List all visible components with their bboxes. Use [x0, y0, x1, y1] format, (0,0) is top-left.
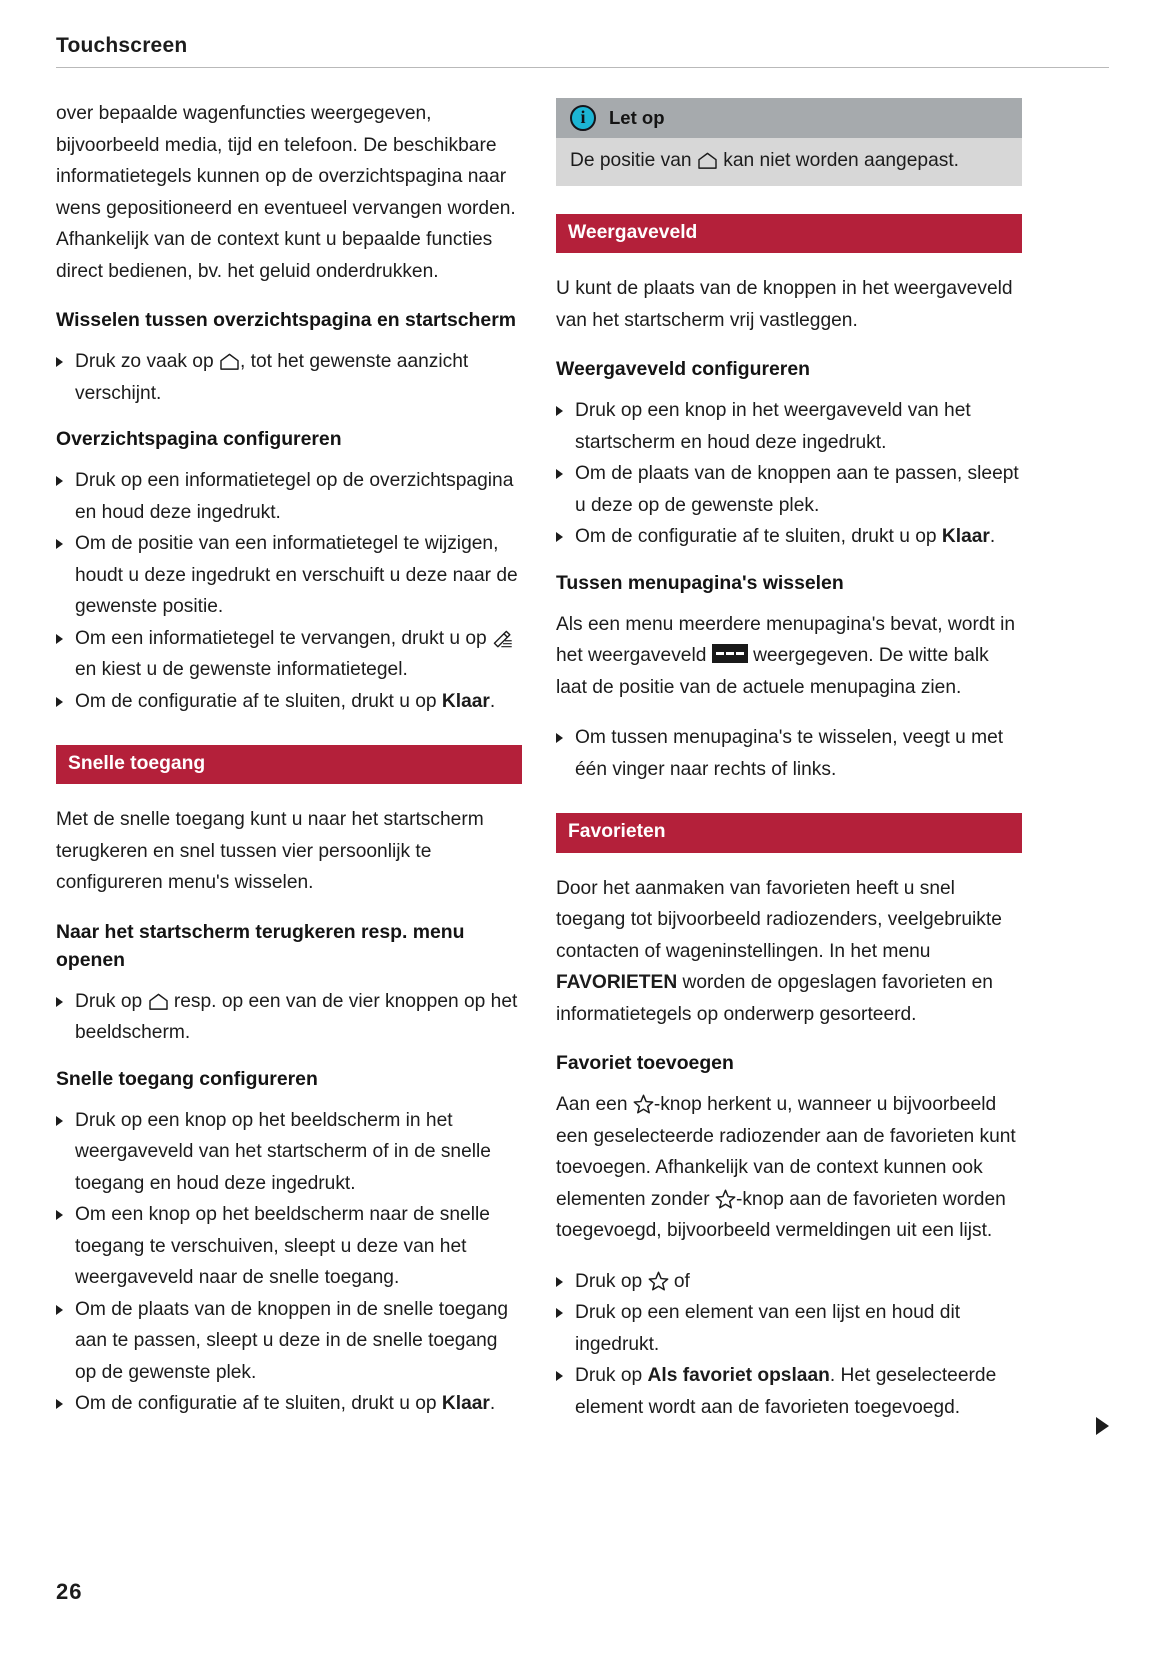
- section-band-display-field: Weergaveveld: [556, 214, 1022, 253]
- favorites-menu-name: FAVORIETEN: [556, 972, 678, 994]
- menu-pages-indicator-icon: [712, 644, 748, 663]
- list-item: [556, 1266, 1022, 1298]
- bullet-text-before: Om de configuratie af te sluiten, drukt u op: [75, 1393, 442, 1415]
- note-body: [556, 138, 1022, 186]
- bullet-text-before: Druk op: [75, 990, 148, 1012]
- triangle-right-bullet-icon: [56, 1399, 63, 1409]
- list-item: [56, 346, 522, 409]
- favorites-paragraph: [556, 873, 1022, 1031]
- switch-bullet-list: [56, 346, 522, 409]
- bullet-text-after: of: [668, 1270, 690, 1292]
- heading-switch-overview-home: Wisselen tussen overzichtspagina en startscherm: [56, 309, 516, 331]
- list-item: [556, 395, 1022, 458]
- list-item: [56, 528, 522, 623]
- triangle-right-bullet-icon: [56, 1210, 63, 1220]
- continuation-arrow-icon: [1096, 1417, 1109, 1435]
- heading-add-favorite: Favoriet toevoegen: [556, 1052, 734, 1075]
- triangle-right-bullet-icon: [56, 1305, 63, 1315]
- bullet-text: Om de plaats van de knoppen in de snelle toegang aan te passen, sleept u deze in de snelle toegang op de gewenste plek.: [75, 1298, 509, 1383]
- bullet-text: Om de plaats van de knoppen aan te passen, sleept u deze op de gewenste plek.: [575, 463, 1019, 516]
- bullet-text: Om tussen menupagina's te wisselen, veegt u met één vinger naar rechts of links.: [575, 727, 1004, 780]
- list-item: [556, 1297, 1022, 1360]
- paragraph-text-3: -knop aan de favorieten worden toegevoegd, bijvoorbeeld vermeldingen uit een lijst.: [556, 1188, 1006, 1242]
- paragraph-text-after: weergegeven. De witte balk laat de positie van de actuele menupagina zien.: [556, 645, 989, 698]
- triangle-right-bullet-icon: [56, 697, 63, 707]
- bullet-text-before: Druk zo vaak op: [75, 351, 219, 372]
- list-item: [56, 986, 522, 1049]
- bullet-text-after: .: [489, 1393, 496, 1415]
- list-item: [556, 1360, 1022, 1423]
- triangle-right-bullet-icon: [56, 476, 63, 486]
- list-item: [56, 1294, 522, 1389]
- bullet-text: Druk op een element van een lijst en houd dit ingedrukt.: [575, 1302, 961, 1355]
- heading-switch-menu-pages: Tussen menupagina's wisselen: [556, 571, 844, 594]
- list-item: [56, 623, 522, 686]
- paragraph-text-after: worden de opgeslagen favorieten en informatietegels op onderwerp gesorteerd.: [556, 972, 993, 1025]
- info-icon: [570, 105, 596, 131]
- intro-paragraph: over bepaalde wagenfuncties weergegeven, bijvoorbeeld media, tijd en telefoon. De beschikbare informatietegels kunnen op de overzichtspagina naar wens gepositioneerd en eventueel vervangen worden. Afhankelijk van de context kunt u bepaalde functies direct bedienen, bv. het geluid onderdrukken.: [56, 103, 516, 282]
- bullet-text-after: .: [989, 526, 996, 548]
- bullet-text-after: . Het geselecteerde element wordt aan de favorieten toegevoegd.: [575, 1365, 997, 1418]
- note-header: [556, 98, 1022, 138]
- bullet-text-after: en kiest u de gewenste informatietegel.: [75, 659, 408, 680]
- list-item: [56, 465, 522, 528]
- home-icon: [697, 152, 718, 169]
- bullet-bold-term: Klaar: [441, 690, 490, 712]
- triangle-right-bullet-icon: [556, 1277, 563, 1287]
- add-favorite-paragraph: [556, 1089, 1022, 1247]
- paragraph-text-2: -knop herkent u, wanneer u bijvoorbeeld een geselecteerde radiozender aan de favorieten kunt toevoegen. Afhankelijk van de context kunnen ook elementen zonder: [556, 1094, 1016, 1210]
- switch-menu-pages-bullet-list: [556, 722, 1022, 785]
- bullet-text: Om een knop op het beeldscherm naar de snelle toegang te verschuiven, sleept u deze van het weergaveveld naar de snelle toegang.: [75, 1204, 490, 1289]
- triangle-right-bullet-icon: [556, 469, 563, 479]
- triangle-right-bullet-icon: [556, 406, 563, 416]
- quick-access-paragraph: Met de snelle toegang kunt u naar het startscherm terugkeren en snel tussen vier persoonlijk te configureren menu's wisselen.: [56, 809, 484, 894]
- info-icon-glyph: i: [580, 107, 586, 127]
- heading-quick-access-config: Snelle toegang configureren: [56, 1067, 318, 1090]
- note-text-after: kan niet worden aangepast.: [717, 150, 960, 171]
- home-icon: [219, 353, 240, 370]
- bullet-text-before: Druk op: [575, 1270, 648, 1292]
- switch-menu-pages-paragraph: [556, 609, 1022, 704]
- star-outline-icon: [633, 1094, 654, 1114]
- list-item: [556, 722, 1022, 785]
- home-icon: [148, 993, 169, 1010]
- add-favorite-bullet-list: [556, 1266, 1022, 1424]
- list-item: [556, 521, 1022, 553]
- page-number: 26: [56, 1579, 83, 1604]
- list-item: [56, 686, 522, 718]
- heading-display-field-config: Weergaveveld configureren: [556, 358, 810, 381]
- list-item: [556, 458, 1022, 521]
- triangle-right-bullet-icon: [56, 634, 63, 644]
- bullet-text-before: Om een informatietegel te vervangen, drukt u op: [75, 627, 493, 649]
- display-config-bullet-list: [556, 395, 1022, 553]
- bullet-text-before: Om de configuratie af te sluiten, drukt u op: [75, 690, 442, 712]
- heading-back-to-home: Naar het startscherm terugkeren resp. menu openen: [56, 920, 465, 971]
- list-item: [56, 1199, 522, 1294]
- pencil-edit-icon: [492, 629, 515, 648]
- note-title: Let op: [609, 107, 665, 128]
- bullet-text-after: , tot het gewenste aanzicht verschijnt.: [75, 351, 469, 404]
- triangle-right-bullet-icon: [56, 357, 63, 367]
- bullet-text-after: .: [489, 690, 496, 712]
- bullet-bold-term: Klaar: [941, 526, 990, 548]
- bullet-bold-term: Als favoriet opslaan: [647, 1365, 830, 1387]
- triangle-right-bullet-icon: [556, 1308, 563, 1318]
- bullet-text: Druk op een informatietegel op de overzichtspagina en houd deze ingedrukt.: [75, 470, 514, 523]
- triangle-right-bullet-icon: [556, 1371, 563, 1381]
- list-item: [56, 1105, 522, 1200]
- quick-access-config-bullet-list: [56, 1105, 522, 1420]
- heading-overview-config: Overzichtspagina configureren: [56, 428, 342, 450]
- bullet-bold-term: Klaar: [441, 1393, 490, 1415]
- two-column-body: [56, 98, 1109, 1439]
- section-band-favorites: Favorieten: [556, 813, 1022, 852]
- triangle-right-bullet-icon: [56, 1116, 63, 1126]
- note-text-before: De positie van: [570, 150, 697, 171]
- bullet-text: Druk op een knop in het weergaveveld van het startscherm en houd deze ingedrukt.: [575, 400, 971, 453]
- bullet-text-before: Om de configuratie af te sluiten, drukt u op: [575, 526, 942, 548]
- bullet-text-before: Druk op: [575, 1365, 648, 1387]
- running-header: Touchscreen: [56, 34, 188, 57]
- left-column: [56, 98, 522, 1436]
- bullet-text: Druk op een knop op het beeldscherm in het weergaveveld van het startscherm of in de snelle toegang en houd deze ingedrukt.: [75, 1109, 491, 1194]
- back-home-bullet-list: [56, 986, 522, 1049]
- triangle-right-bullet-icon: [556, 733, 563, 743]
- star-outline-icon: [648, 1271, 669, 1291]
- paragraph-text-1: Aan een: [556, 1094, 633, 1116]
- section-band-quick-access: Snelle toegang: [56, 745, 522, 784]
- star-outline-icon: [715, 1189, 736, 1209]
- bullet-text-after: resp. op een van de vier knoppen op het beeldscherm.: [75, 990, 518, 1044]
- note-box: [556, 98, 1022, 186]
- list-item: [56, 1388, 522, 1420]
- paragraph-text-before: Door het aanmaken van favorieten heeft u snel toegang tot bijvoorbeeld radiozenders, veelgebruikte contacten of wageninstellingen. In het menu: [556, 877, 1002, 962]
- right-column: [556, 98, 1022, 1439]
- paragraph-text-before: Als een menu meerdere menupagina's bevat, wordt in het weergaveveld: [556, 613, 1016, 667]
- triangle-right-bullet-icon: [56, 997, 63, 1007]
- header-divider: [56, 67, 1109, 68]
- overview-config-bullet-list: [56, 465, 522, 717]
- triangle-right-bullet-icon: [556, 532, 563, 542]
- triangle-right-bullet-icon: [56, 539, 63, 549]
- display-field-paragraph: U kunt de plaats van de knoppen in het weergaveveld van het startscherm vrij vastleggen.: [556, 278, 1013, 331]
- bullet-text: Om de positie van een informatietegel te wijzigen, houdt u deze ingedrukt en verschuift u deze naar de gewenste positie.: [75, 533, 518, 617]
